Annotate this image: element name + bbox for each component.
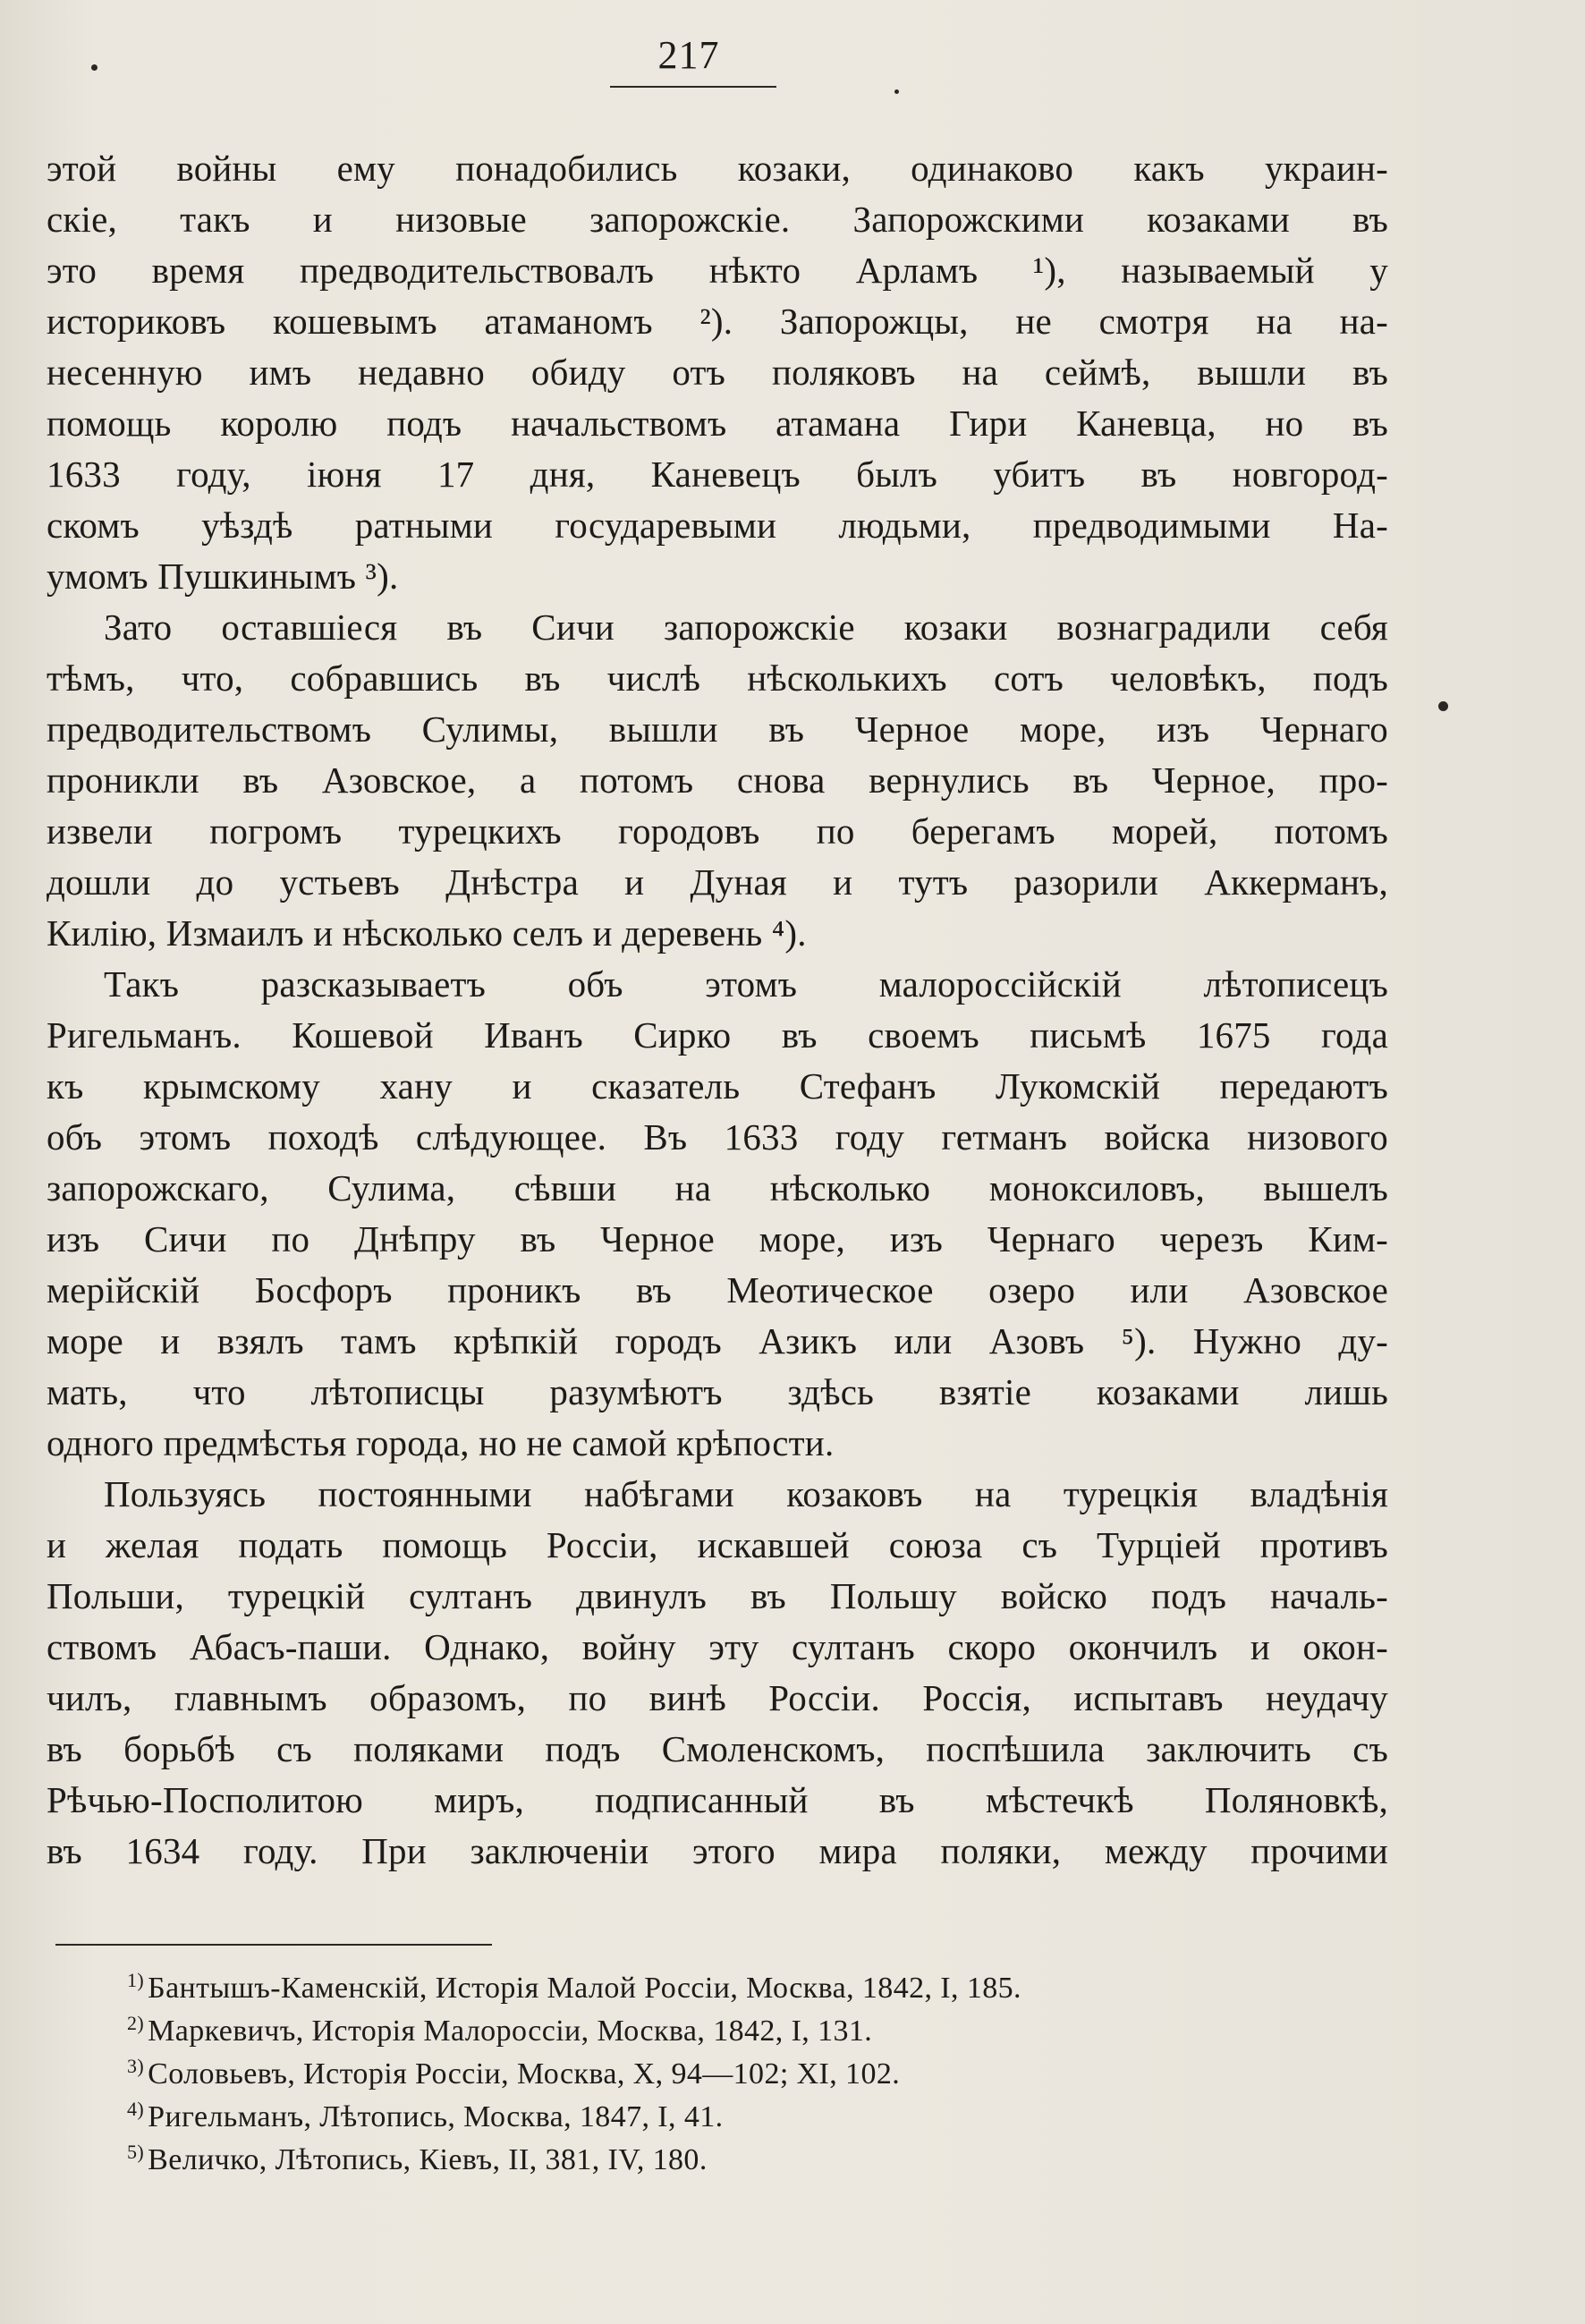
text-line: это время предводительствовалъ нѣкто Арламъ ¹), называемый у <box>47 250 1388 291</box>
footnote-mark: 1) <box>127 1969 145 1991</box>
text-line: чилъ, главнымъ образомъ, по винѣ Россіи. Россія, испытавъ неудачу <box>47 1677 1388 1718</box>
text-line: историковъ кошевымъ атаманомъ ²). Запорожцы, не смотря на на- <box>47 301 1388 342</box>
footnote-mark: 2) <box>127 2012 145 2034</box>
text-line: Пользуясь постоянными набѣгами козаковъ на турецкія владѣнія <box>104 1473 1388 1514</box>
print-speck <box>894 89 899 94</box>
text-line: Такъ разсказываетъ объ этомъ малороссійскій лѣтописецъ <box>104 963 1388 1005</box>
footnote <box>127 1959 1361 2005</box>
text-line: несенную имъ недавно обиду отъ поляковъ на сеймѣ, вышли въ <box>47 352 1388 393</box>
footnote-mark: 3) <box>127 2055 145 2077</box>
text-line: проникли въ Азовское, а потомъ снова вернулись въ Черное, про- <box>47 759 1388 801</box>
text-line: море и взялъ тамъ крѣпкій городъ Азикъ или Азовъ ⁵). Нужно ду- <box>47 1320 1388 1361</box>
text-line: 1633 году, іюня 17 дня, Каневецъ былъ убитъ въ новгород- <box>47 454 1388 495</box>
page-number-rule <box>610 86 776 88</box>
footnote <box>127 2045 1361 2091</box>
footnote <box>127 2131 1361 2174</box>
text-line: помощь королю подъ начальствомъ атамана Гири Каневца, но въ <box>47 403 1388 444</box>
text-line: скіе, такъ и низовые запорожскіе. Запорожскими козаками въ <box>47 199 1388 240</box>
text-line: и желая подать помощь Россіи, искавшей союза съ Турціей противъ <box>47 1524 1388 1565</box>
paragraph <box>47 602 1388 959</box>
text-line: Польши, турецкій султанъ двинулъ въ Польшу войско подъ началь- <box>47 1575 1388 1616</box>
footnote-text: Соловьевъ, Исторія Россіи, Москва, X, 94—102; XI, 102. <box>148 2057 901 2091</box>
text-line: объ этомъ походѣ слѣдующее. Въ 1633 году гетманъ войска низового <box>47 1116 1388 1158</box>
text-line: тѣмъ, что, собравшись въ числѣ нѣсколькихъ сотъ человѣкъ, подъ <box>47 657 1388 699</box>
paragraph <box>47 1469 1388 1877</box>
text-line: Рѣчью-Посполитою миръ, подписанный въ мѣстечкѣ Поляновкѣ, <box>47 1779 1388 1820</box>
text-line: предводительствомъ Сулимы, вышли въ Черное море, изъ Чернаго <box>47 708 1388 750</box>
text-line: Зато оставшіеся въ Сичи запорожскіе козаки вознаградили себя <box>104 606 1388 648</box>
footnote-text: Ригельманъ, Лѣтопись, Москва, 1847, I, 41. <box>148 2100 724 2133</box>
text-line: въ борьбѣ съ поляками подъ Смоленскомъ, поспѣшила заключить съ <box>47 1728 1388 1769</box>
text-line: ствомъ Абасъ-паши. Однако, войну эту султанъ скоро окончилъ и окон- <box>47 1626 1388 1667</box>
footnote-text: Величко, Лѣтопись, Кіевъ, II, 381, IV, 180. <box>148 2143 708 2176</box>
paragraph <box>47 959 1388 1469</box>
text-line: изъ Сичи по Днѣпру въ Черное море, изъ Чернаго черезъ Ким- <box>47 1218 1388 1260</box>
footnote <box>127 2002 1361 2048</box>
text-line: Килію, Измаилъ и нѣсколько селъ и деревень ⁴). <box>47 912 807 954</box>
page-number: 217 <box>657 33 720 77</box>
footnote <box>127 2088 1361 2131</box>
text-line: Ригельманъ. Кошевой Иванъ Сирко въ своемъ письмѣ 1675 года <box>47 1014 1388 1056</box>
print-speck <box>91 64 97 71</box>
text-line: скомъ уѣздѣ ратными государевыми людьми, предводимыми На- <box>47 505 1388 546</box>
footnote-separator <box>55 1944 492 1946</box>
text-line: этой войны ему понадобились козаки, одинаково какъ украин- <box>47 148 1388 189</box>
print-speck <box>1438 701 1448 711</box>
text-line: дошли до устьевъ Днѣстра и Дуная и тутъ разорили Аккерманъ, <box>47 861 1388 903</box>
text-line: запорожскаго, Сулима, сѣвши на нѣсколько моноксиловъ, вышелъ <box>47 1167 1388 1209</box>
footnote-text: Маркевичъ, Исторія Малороссіи, Москва, 1842, I, 131. <box>148 2014 873 2048</box>
text-line: мерійскій Босфоръ проникъ въ Меотическое озеро или Азовское <box>47 1269 1388 1310</box>
text-line: къ крымскому хану и сказатель Стефанъ Лукомскій передаютъ <box>47 1065 1388 1107</box>
body-text <box>47 143 1388 1877</box>
paragraph <box>47 143 1388 602</box>
footnotes <box>127 1959 1361 2174</box>
text-line: извели погромъ турецкихъ городовъ по берегамъ морей, потомъ <box>47 810 1388 852</box>
footnote-mark: 5) <box>127 2141 145 2163</box>
footnote-mark: 4) <box>127 2098 145 2120</box>
footnote-text: Бантышъ-Каменскій, Исторія Малой Россіи, Москва, 1842, I, 185. <box>148 1972 1021 2005</box>
text-line: одного предмѣстья города, но не самой крѣпости. <box>47 1422 835 1463</box>
text-line: умомъ Пушкинымъ ³). <box>47 556 399 597</box>
text-line: въ 1634 году. При заключеніи этого мира поляки, между прочими <box>47 1830 1388 1871</box>
text-line: мать, что лѣтописцы разумѣютъ здѣсь взятіе козаками лишь <box>47 1371 1388 1412</box>
